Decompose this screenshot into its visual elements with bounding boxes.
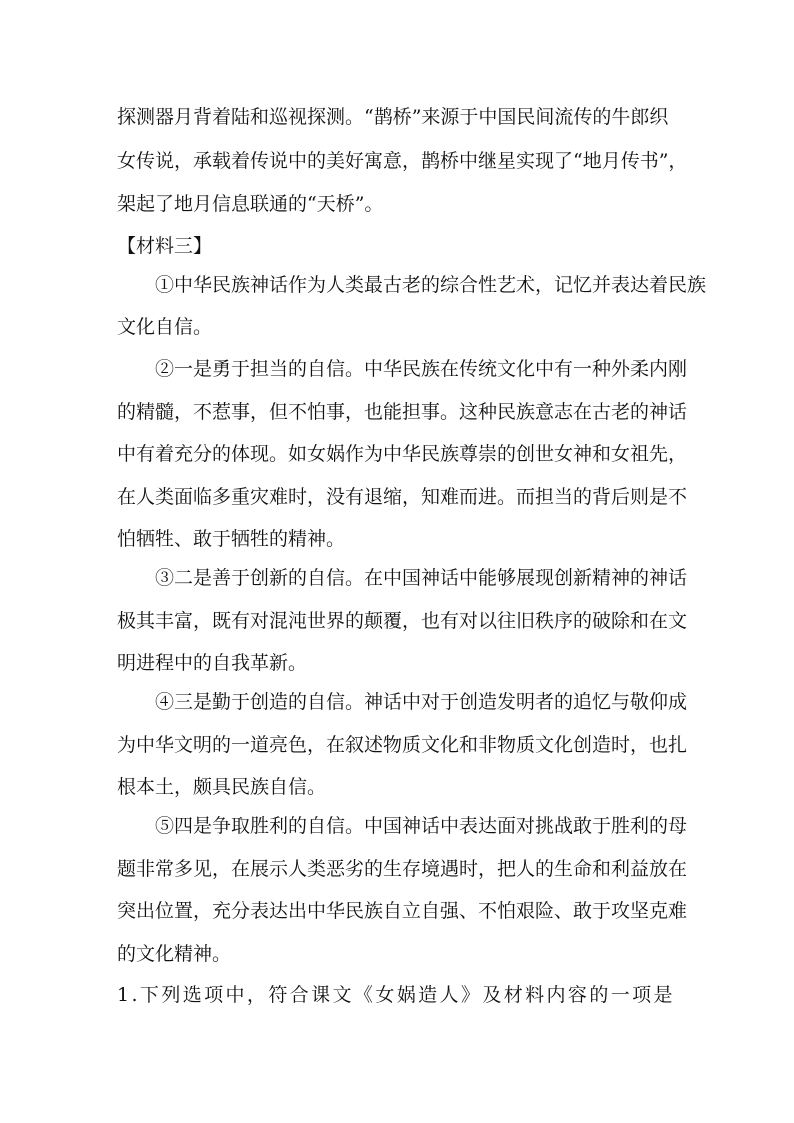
paragraph-2-line: 怕牺牲、敢于牺牲的精神。 <box>117 528 346 550</box>
paragraph-3-line: 明进程中的自我革新。 <box>117 652 308 674</box>
paragraph-5-line: 的文化精神。 <box>117 943 232 965</box>
paragraph-3-line: ③二是善于创新的自信。在中国神话中能够展现创新精神的神话 <box>155 567 688 589</box>
paragraph-2-line: 在人类面临多重灾难时，没有退缩，知难而进。而担当的背后则是不 <box>117 486 688 508</box>
paragraph-3-line: 极其丰富，既有对混沌世界的颠覆，也有对以往旧秩序的破除和在文 <box>117 610 688 632</box>
text-line: 女传说，承载着传说中的美好寓意，鹊桥中继星实现了“地月传书”， <box>117 150 688 172</box>
paragraph-4-line: 根本土，颇具民族自信。 <box>117 776 327 798</box>
paragraph-5-line: ⑤四是争取胜利的自信。中国神话中表达面对挑战敢于胜利的母 <box>155 815 688 837</box>
paragraph-2-line: 中有着充分的体现。如女娲作为中华民族尊崇的创世女神和女祖先， <box>117 443 688 465</box>
text-line: 架起了地月信息联通的“天桥”。 <box>117 193 384 215</box>
paragraph-1-line: 文化自信。 <box>117 316 213 338</box>
text-line: 探测器月背着陆和巡视探测。“鹊桥”来源于中国民间流传的牛郎织 <box>117 106 669 128</box>
paragraph-5-line: 突出位置，充分表达出中华民族自立自强、不怕艰险、敢于攻坚克难 <box>117 900 688 922</box>
question-1: 1.下列选项中，符合课文《女娲造人》及材料内容的一项是 <box>117 984 675 1006</box>
paragraph-4-line: 为中华文明的一道亮色，在叙述物质文化和非物质文化创造时，也扎 <box>117 734 688 756</box>
paragraph-4-line: ④三是勤于创造的自信。神话中对于创造发明者的追忆与敬仰成 <box>155 691 688 713</box>
paragraph-2-line: ②一是勇于担当的自信。中华民族在传统文化中有一种外柔内刚 <box>155 358 688 380</box>
paragraph-2-line: 的精髓，不惹事，但不怕事，也能担事。这种民族意志在古老的神话 <box>117 401 688 423</box>
section-heading: 【材料三】 <box>117 235 213 257</box>
paragraph-1-line: ①中华民族神话作为人类最古老的综合性艺术，记忆并表达着民族 <box>155 274 707 296</box>
paragraph-5-line: 题非常多见，在展示人类恶劣的生存境遇时，把人的生命和利益放在 <box>117 858 688 880</box>
